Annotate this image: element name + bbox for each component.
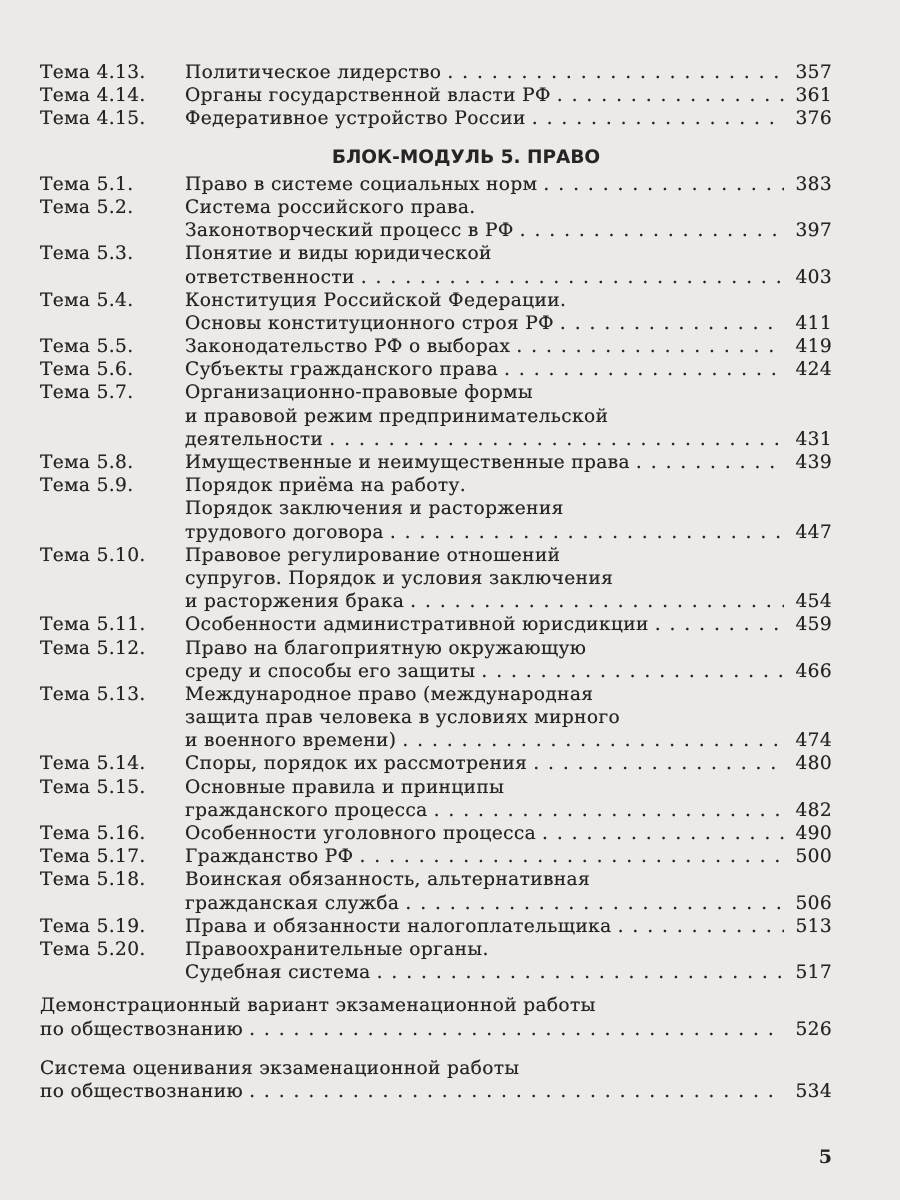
topic-number: Тема 5.17. bbox=[40, 846, 146, 868]
toc-entry[interactable] bbox=[40, 335, 832, 358]
page-ref: 513 bbox=[795, 915, 832, 937]
toc-line bbox=[40, 196, 832, 219]
toc-line bbox=[40, 289, 832, 312]
topic-number: Тема 5.3. bbox=[40, 243, 134, 265]
topic-title: по обществознанию bbox=[40, 1080, 244, 1102]
topic-title: Органы государственной власти РФ bbox=[185, 85, 551, 107]
topic-title: Право в системе социальных норм bbox=[185, 173, 538, 195]
toc-line bbox=[40, 451, 832, 474]
topic-title: гражданская служба bbox=[185, 892, 400, 914]
dot-leader bbox=[323, 428, 784, 451]
topic-number bbox=[40, 497, 185, 520]
page-ref: 500 bbox=[795, 846, 832, 868]
page-ref: 490 bbox=[795, 823, 832, 844]
topic-number bbox=[40, 892, 185, 915]
toc-entry[interactable] bbox=[40, 289, 832, 335]
topic-number: Тема 5.1. bbox=[40, 173, 134, 195]
topic-number bbox=[40, 405, 185, 428]
dot-leader bbox=[510, 335, 784, 358]
topic-title: трудового договора bbox=[185, 521, 384, 543]
toc-entry[interactable] bbox=[40, 61, 832, 84]
toc-line bbox=[40, 497, 832, 520]
topic-number: Тема 5.14. bbox=[40, 753, 146, 775]
topic-title: среду и способы его защиты bbox=[185, 660, 476, 682]
toc-entry[interactable] bbox=[40, 683, 832, 753]
toc-entry[interactable] bbox=[40, 381, 832, 451]
topic-number: Тема 5.5. bbox=[40, 336, 134, 358]
toc-line bbox=[40, 242, 832, 265]
topic-title: Федеративное устройство России bbox=[185, 108, 526, 130]
topic-title: Система оценивания экзаменационной работы bbox=[40, 1057, 520, 1079]
topic-title: Право на благоприятную окружающую bbox=[185, 637, 587, 659]
dot-leader bbox=[537, 173, 784, 196]
topic-number bbox=[40, 729, 185, 752]
toc-line bbox=[40, 358, 832, 381]
topic-title: Особенности административной юрисдикции bbox=[185, 614, 649, 636]
dot-leader bbox=[428, 799, 784, 822]
dot-leader bbox=[353, 845, 784, 868]
topic-number bbox=[40, 521, 185, 544]
topic-title: Демонстрационный вариант экзаменационной работы bbox=[40, 995, 596, 1017]
topic-title: деятельности bbox=[185, 428, 324, 450]
topic-number: Тема 5.15. bbox=[40, 776, 146, 798]
topic-number: Тема 5.11. bbox=[40, 614, 146, 636]
toc-line bbox=[40, 428, 832, 451]
topic-title: Правоохранительные органы. bbox=[185, 938, 489, 960]
page-ref: 411 bbox=[795, 312, 832, 334]
topic-number: Тема 5.6. bbox=[40, 359, 134, 381]
topic-title: Порядок заключения и расторжения bbox=[185, 498, 564, 520]
topic-title: Особенности уголовного процесса bbox=[185, 823, 537, 844]
topic-number bbox=[40, 961, 185, 984]
toc-entry[interactable] bbox=[40, 822, 832, 845]
toc-line bbox=[40, 845, 832, 868]
toc-line bbox=[40, 544, 832, 567]
dot-leader bbox=[441, 61, 784, 84]
topic-number bbox=[40, 219, 185, 242]
topic-number: Тема 4.14. bbox=[40, 85, 146, 107]
toc-entry[interactable] bbox=[40, 752, 832, 775]
dot-leader bbox=[355, 266, 784, 289]
toc-line bbox=[40, 613, 832, 636]
toc-line bbox=[40, 637, 832, 660]
toc-entry[interactable] bbox=[40, 845, 832, 868]
topic-title: и правовой режим предпринимательской bbox=[185, 405, 609, 427]
topic-title: Споры, порядок их рассмотрения bbox=[185, 753, 528, 775]
page-ref: 397 bbox=[795, 220, 832, 242]
page-number: 5 bbox=[818, 1146, 832, 1168]
toc-entry[interactable] bbox=[40, 107, 832, 130]
dot-leader bbox=[514, 219, 784, 242]
block-heading: БЛОК-МОДУЛЬ 5. ПРАВО bbox=[331, 146, 601, 168]
page-ref: 424 bbox=[795, 359, 832, 381]
toc-entry[interactable] bbox=[40, 474, 832, 544]
page-ref: 419 bbox=[795, 336, 832, 358]
topic-title: Порядок приёма на работу. bbox=[185, 475, 467, 497]
topic-number: Тема 5.18. bbox=[40, 869, 146, 891]
dot-leader bbox=[399, 892, 784, 915]
topic-title: по обществознанию bbox=[40, 1018, 244, 1040]
toc-line bbox=[40, 729, 832, 752]
page-ref: 376 bbox=[795, 108, 832, 130]
dot-leader bbox=[371, 961, 784, 984]
page-ref: 439 bbox=[795, 452, 832, 473]
topic-title: Основные правила и принципы bbox=[185, 776, 505, 798]
toc-line bbox=[40, 915, 832, 938]
toc-entry[interactable] bbox=[40, 173, 832, 196]
topic-number: Тема 5.7. bbox=[40, 382, 134, 404]
page-ref: 517 bbox=[795, 962, 832, 984]
page-ref: 357 bbox=[795, 62, 832, 83]
topic-number bbox=[40, 428, 185, 451]
toc-entry[interactable] bbox=[40, 242, 832, 288]
topic-title: Понятие и виды юридической bbox=[185, 243, 492, 265]
topic-number: Тема 5.2. bbox=[40, 196, 134, 218]
topic-title: и расторжения брака bbox=[185, 591, 405, 613]
toc-line bbox=[40, 683, 832, 706]
topic-title: Организационно-правовые формы bbox=[185, 382, 534, 404]
toc-line bbox=[40, 706, 832, 729]
dot-leader bbox=[630, 451, 784, 474]
toc-line bbox=[40, 219, 832, 242]
toc-line bbox=[40, 1057, 832, 1080]
dot-leader bbox=[243, 1018, 784, 1041]
topic-title: защита прав человека в условиях мирного bbox=[185, 707, 620, 729]
toc-line bbox=[40, 776, 832, 799]
page-ref: 447 bbox=[795, 521, 832, 543]
toc-line bbox=[40, 266, 832, 289]
dot-leader bbox=[612, 915, 784, 938]
topic-number bbox=[40, 266, 185, 289]
dot-leader bbox=[554, 312, 784, 335]
page-ref: 361 bbox=[795, 85, 832, 107]
toc-line bbox=[40, 799, 832, 822]
toc-entry[interactable] bbox=[40, 868, 832, 914]
topic-number: Тема 5.19. bbox=[40, 915, 146, 937]
toc-line bbox=[40, 590, 832, 613]
toc-line bbox=[40, 892, 832, 915]
toc-entry[interactable] bbox=[40, 776, 832, 822]
dot-leader bbox=[527, 752, 784, 775]
topic-number: Тема 5.10. bbox=[40, 544, 146, 566]
topic-number: Тема 4.15. bbox=[40, 108, 146, 130]
topic-title: Гражданство РФ bbox=[185, 846, 354, 868]
topic-number: Тема 5.4. bbox=[40, 289, 134, 311]
toc-entry[interactable] bbox=[40, 84, 832, 107]
topic-title: ответственности bbox=[185, 266, 355, 288]
toc-line bbox=[40, 868, 832, 891]
toc-line bbox=[40, 961, 832, 984]
topic-title: Права и обязанности налогоплательщика bbox=[185, 915, 612, 937]
toc-line bbox=[40, 61, 832, 84]
dot-leader bbox=[396, 729, 784, 752]
page-ref: 454 bbox=[795, 591, 832, 613]
toc-entry[interactable] bbox=[40, 196, 832, 242]
toc-line bbox=[40, 84, 832, 107]
topic-title: Судебная система bbox=[185, 962, 371, 984]
topic-title: и военного времени) bbox=[185, 730, 397, 752]
topic-title: Основы конституционного строя РФ bbox=[185, 312, 554, 334]
topic-number: Тема 4.13. bbox=[40, 62, 146, 83]
toc-line bbox=[40, 822, 832, 845]
block-4-entries bbox=[40, 61, 832, 131]
toc-line bbox=[40, 660, 832, 683]
topic-number: Тема 5.16. bbox=[40, 823, 146, 844]
topic-title: Имущественные и неимущественные права bbox=[185, 452, 630, 473]
toc-line bbox=[40, 567, 832, 590]
topic-title: Политическое лидерство bbox=[185, 62, 442, 83]
topic-number bbox=[40, 660, 185, 683]
topic-title: Правовое регулирование отношений bbox=[185, 544, 561, 566]
toc-line bbox=[40, 1018, 832, 1041]
toc-entry[interactable] bbox=[40, 451, 832, 474]
page-ref: 383 bbox=[795, 173, 832, 195]
topic-title: гражданского процесса bbox=[185, 799, 428, 821]
toc-line bbox=[40, 335, 832, 358]
dot-leader bbox=[475, 660, 784, 683]
topic-title: Система российского права. bbox=[185, 196, 476, 218]
toc-entry[interactable] bbox=[40, 1057, 832, 1103]
topic-title: Воинская обязанность, альтернативная bbox=[185, 869, 591, 891]
toc-entry[interactable] bbox=[40, 938, 832, 984]
toc-entry[interactable] bbox=[40, 994, 832, 1040]
page-ref: 403 bbox=[795, 266, 832, 288]
page-ref: 431 bbox=[795, 428, 832, 450]
topic-number: Тема 5.20. bbox=[40, 938, 146, 960]
dot-leader bbox=[243, 1080, 784, 1103]
page-ref: 459 bbox=[795, 614, 832, 636]
toc-line bbox=[40, 173, 832, 196]
toc-line bbox=[40, 938, 832, 961]
topic-number: Тема 5.8. bbox=[40, 452, 134, 473]
topic-title: Законотворческий процесс в РФ bbox=[185, 220, 514, 242]
dot-leader bbox=[551, 84, 784, 107]
toc-line bbox=[40, 381, 832, 404]
toc-line bbox=[40, 521, 832, 544]
toc-line bbox=[40, 312, 832, 335]
table-of-contents bbox=[40, 61, 832, 1103]
toc-line bbox=[40, 405, 832, 428]
topic-number: Тема 5.9. bbox=[40, 475, 134, 497]
dot-leader bbox=[526, 107, 784, 130]
topic-title: супругов. Порядок и условия заключения bbox=[185, 567, 614, 589]
block-5-entries bbox=[40, 173, 832, 985]
topic-number: Тема 5.13. bbox=[40, 683, 146, 705]
topic-number bbox=[40, 706, 185, 729]
page-ref: 480 bbox=[795, 753, 832, 775]
page-ref: 526 bbox=[795, 1018, 832, 1040]
toc-entry[interactable] bbox=[40, 915, 832, 938]
topic-number bbox=[40, 312, 185, 335]
toc-line bbox=[40, 107, 832, 130]
topic-number bbox=[40, 590, 185, 613]
page-ref: 474 bbox=[795, 730, 832, 752]
topic-number bbox=[40, 567, 185, 590]
dot-leader bbox=[536, 822, 784, 845]
toc-line bbox=[40, 752, 832, 775]
topic-title: Конституция Российской Федерации. bbox=[185, 289, 567, 311]
dot-leader bbox=[404, 590, 784, 613]
toc-entry[interactable] bbox=[40, 637, 832, 683]
topic-number bbox=[40, 799, 185, 822]
topic-title: Субъекты гражданского права bbox=[185, 359, 499, 381]
page-ref: 482 bbox=[795, 799, 832, 821]
toc-line bbox=[40, 1080, 832, 1103]
toc-line bbox=[40, 474, 832, 497]
page-ref: 506 bbox=[795, 892, 832, 914]
toc-entry[interactable] bbox=[40, 613, 832, 636]
toc-line bbox=[40, 994, 832, 1017]
dot-leader bbox=[384, 521, 784, 544]
page-ref: 466 bbox=[795, 660, 832, 682]
topic-title: Международное право (международная bbox=[185, 683, 594, 705]
topic-number: Тема 5.12. bbox=[40, 637, 146, 659]
topic-title: Законодательство РФ о выборах bbox=[185, 336, 511, 358]
toc-entry[interactable] bbox=[40, 358, 832, 381]
dot-leader bbox=[498, 358, 784, 381]
toc-entry[interactable] bbox=[40, 544, 832, 614]
dot-leader bbox=[649, 613, 784, 636]
page-ref: 534 bbox=[795, 1080, 832, 1102]
appendix-entries bbox=[40, 994, 832, 1103]
